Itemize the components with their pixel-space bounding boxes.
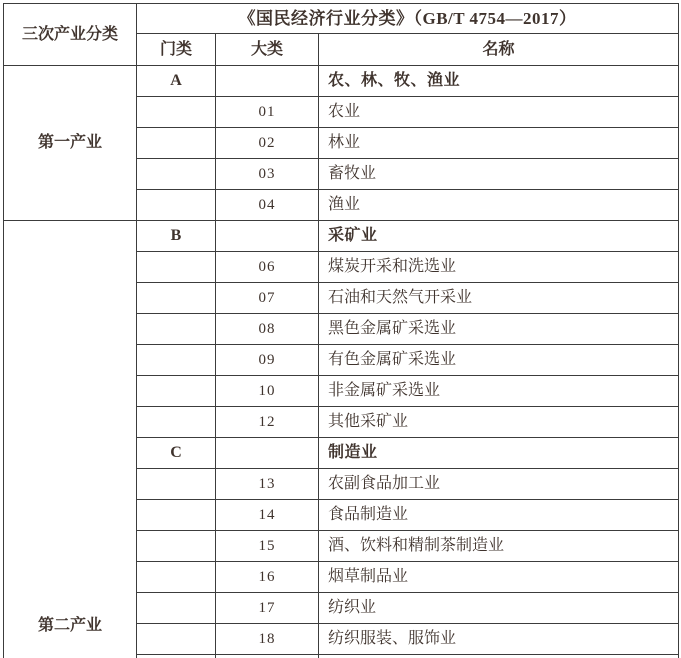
group-label: 第二产业: [37, 617, 102, 634]
cell-section-letter: [137, 376, 216, 407]
cell-industry-name: 其他采矿业: [319, 407, 679, 438]
cell-division-code: 08: [216, 314, 319, 345]
cell-industry-name: 农、林、牧、渔业: [319, 66, 679, 97]
cell-section-letter: [137, 314, 216, 345]
cell-division-code: 03: [216, 159, 319, 190]
cell-section-letter: [137, 624, 216, 655]
cell-section-letter: B: [137, 221, 216, 252]
cell-division-code: 16: [216, 562, 319, 593]
cell-industry-name: [319, 655, 679, 658]
cell-industry-name: 农副食品加工业: [319, 469, 679, 500]
table-title-gbt-standard: 《国民经济行业分类》（GB/T 4754—2017）: [137, 4, 679, 34]
cell-section-letter: [137, 500, 216, 531]
cell-section-letter: A: [137, 66, 216, 97]
cell-division-code: 07: [216, 283, 319, 314]
cell-industry-name: 非金属矿采选业: [319, 376, 679, 407]
cell-division-code: 04: [216, 190, 319, 221]
cell-division-code: 09: [216, 345, 319, 376]
cell-division-code: 12: [216, 407, 319, 438]
group-cell-primary-industry: 第一产业: [4, 66, 137, 221]
cell-industry-name: 制造业: [319, 438, 679, 469]
cell-industry-name: 纺织服装、服饰业: [319, 624, 679, 655]
column-header-name: 名称: [319, 34, 679, 66]
table-row: [4, 66, 679, 97]
cell-section-letter: [137, 469, 216, 500]
cell-division-code: 02: [216, 128, 319, 159]
cell-section-letter: [137, 97, 216, 128]
cell-section-letter: [137, 345, 216, 376]
cell-division-code: 10: [216, 376, 319, 407]
cell-division-code: 01: [216, 97, 319, 128]
cell-industry-name: 渔业: [319, 190, 679, 221]
cell-division-code: [216, 655, 319, 658]
cell-section-letter: [137, 531, 216, 562]
cell-industry-name: 石油和天然气开采业: [319, 283, 679, 314]
column-header-division: 大类: [216, 34, 319, 66]
cell-section-letter: [137, 655, 216, 658]
cell-section-letter: [137, 283, 216, 314]
cell-division-code: 17: [216, 593, 319, 624]
cell-division-code: 13: [216, 469, 319, 500]
cell-industry-name: 农业: [319, 97, 679, 128]
cell-section-letter: [137, 593, 216, 624]
cell-section-letter: [137, 190, 216, 221]
header-row-title: [4, 4, 679, 34]
cell-division-code: 14: [216, 500, 319, 531]
cell-industry-name: 纺织业: [319, 593, 679, 624]
cell-division-code: [216, 221, 319, 252]
cell-division-code: [216, 66, 319, 97]
cell-industry-name: 烟草制品业: [319, 562, 679, 593]
cell-industry-name: 畜牧业: [319, 159, 679, 190]
cell-industry-name: 林业: [319, 128, 679, 159]
cell-industry-name: 有色金属矿采选业: [319, 345, 679, 376]
cell-section-letter: C: [137, 438, 216, 469]
column-header-section: 门类: [137, 34, 216, 66]
cell-section-letter: [137, 407, 216, 438]
cell-section-letter: [137, 159, 216, 190]
cell-section-letter: [137, 252, 216, 283]
cell-division-code: 15: [216, 531, 319, 562]
cell-industry-name: 煤炭开采和洗选业: [319, 252, 679, 283]
group-cell-secondary-industry: [4, 221, 137, 658]
cell-division-code: 18: [216, 624, 319, 655]
cell-section-letter: [137, 562, 216, 593]
cell-industry-name: 酒、饮料和精制茶制造业: [319, 531, 679, 562]
cell-industry-name: 采矿业: [319, 221, 679, 252]
industry-classification-table: [3, 3, 679, 658]
cell-division-code: 06: [216, 252, 319, 283]
cell-industry-name: 黑色金属矿采选业: [319, 314, 679, 345]
cell-section-letter: [137, 128, 216, 159]
corner-header-three-industries: 三次产业分类: [4, 4, 137, 66]
table-row: [4, 221, 679, 252]
cell-industry-name: 食品制造业: [319, 500, 679, 531]
cell-division-code: [216, 438, 319, 469]
